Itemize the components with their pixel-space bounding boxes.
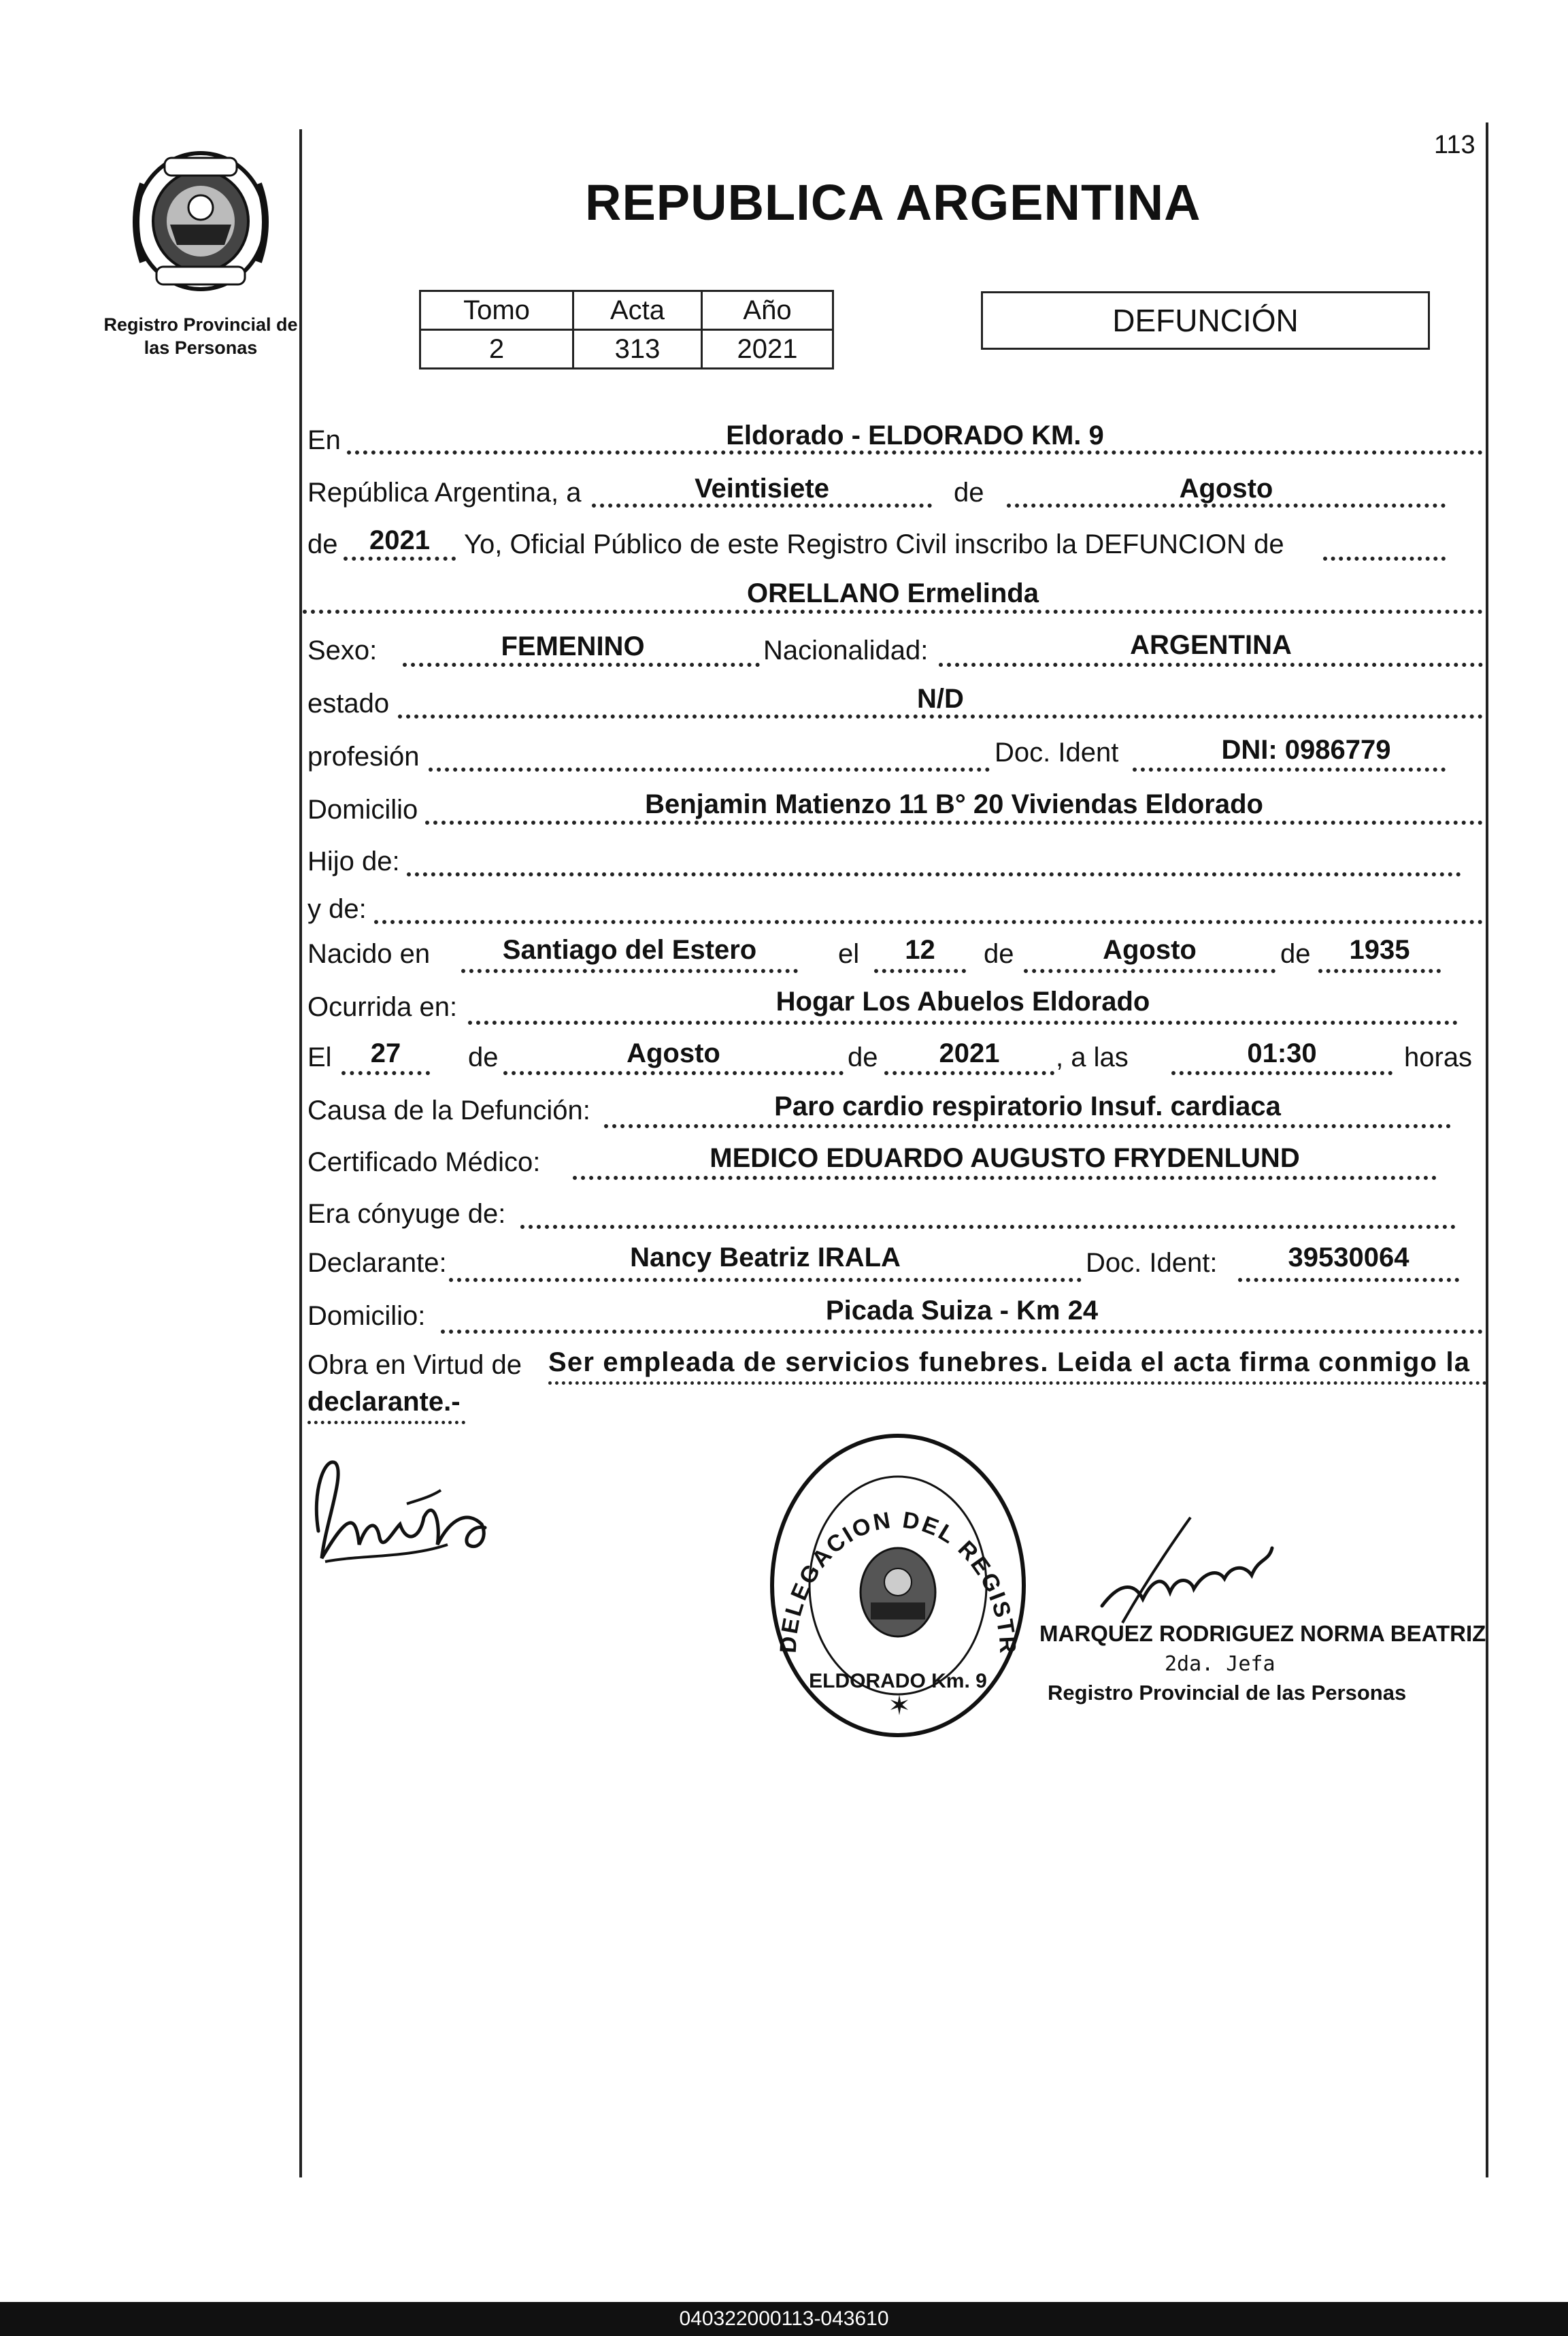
dotted-line <box>1318 969 1441 973</box>
causa-value: Paro cardio respiratorio Insuf. cardiaca <box>774 1091 1281 1121</box>
document-type: DEFUNCIÓN <box>1112 303 1299 338</box>
anio-value: 2021 <box>369 525 430 555</box>
official-role: 2da. Jefa <box>1165 1652 1275 1676</box>
de-label: de <box>1280 939 1311 969</box>
domicilio2-label: Domicilio: <box>307 1301 426 1331</box>
nacido-dia-value: 12 <box>905 935 935 965</box>
dotted-line <box>344 557 456 561</box>
causa-label: Causa de la Defunción: <box>307 1096 590 1125</box>
page-title: REPUBLICA ARGENTINA <box>585 174 1201 231</box>
de-label: de <box>848 1042 878 1072</box>
declarante-label: Declarante: <box>307 1248 447 1278</box>
register-table <box>419 290 834 369</box>
hora-value: 01:30 <box>1247 1038 1317 1068</box>
en-label: En <box>307 425 341 455</box>
yde-label: y de: <box>307 894 367 924</box>
domicilio-label: Domicilio <box>307 795 418 825</box>
horas-label: horas <box>1404 1042 1473 1072</box>
alas-label: , a las <box>1056 1042 1129 1072</box>
dotted-line <box>374 920 1483 924</box>
obra-text-line1: Ser empleada de servicios funebres. Leida el acta firma conmigo la <box>548 1347 1471 1377</box>
fallec-anio-value: 2021 <box>939 1038 1000 1068</box>
official-org: Registro Provincial de las Personas <box>1048 1681 1407 1705</box>
dotted-line <box>604 1124 1451 1128</box>
nacionalidad-value: ARGENTINA <box>1130 630 1292 660</box>
official-signature <box>1075 1511 1306 1626</box>
dia-value: Veintisiete <box>695 474 829 504</box>
dotted-line <box>874 969 966 973</box>
dotted-line <box>461 969 798 973</box>
dotted-line <box>884 1071 1054 1075</box>
domicilio2-value: Picada Suiza - Km 24 <box>825 1296 1099 1326</box>
ocurrida-value: Hogar Los Abuelos Eldorado <box>775 987 1150 1017</box>
footer-code: 040322000113-043610 <box>0 2302 1568 2336</box>
org-name <box>75 313 327 359</box>
dotted-line <box>1024 969 1275 973</box>
dotted-line <box>441 1330 1483 1334</box>
de-label: de <box>307 529 338 559</box>
table-header-tomo: Tomo <box>420 291 573 330</box>
republica-label: República Argentina, a <box>307 478 582 508</box>
certificado-label: Certificado Médico: <box>307 1147 541 1177</box>
obra-label: Obra en Virtud de <box>307 1350 522 1380</box>
page-number: 113 <box>1434 131 1475 159</box>
certificado-value: MEDICO EDUARDO AUGUSTO FRYDENLUND <box>710 1143 1300 1173</box>
registry-stamp <box>748 1429 1048 1742</box>
dotted-line <box>1323 557 1446 561</box>
dotted-line <box>407 872 1461 876</box>
star-icon: ✶ <box>888 1691 911 1721</box>
dotted-line <box>307 1421 465 1424</box>
oficial-text: Yo, Oficial Público de este Registro Civil inscribo la DEFUNCION de <box>464 529 1284 559</box>
province-seal-logo <box>116 143 286 299</box>
table-header-anio: Año <box>702 291 833 330</box>
nacionalidad-label: Nacionalidad: <box>763 636 929 665</box>
table-header-acta: Acta <box>573 291 702 330</box>
dotted-line <box>398 714 1483 719</box>
dotted-line <box>429 768 990 772</box>
dotted-line <box>1133 768 1446 772</box>
table-value-tomo: 2 <box>420 330 573 369</box>
org-name-line2: las Personas <box>144 338 258 358</box>
dotted-line <box>939 663 1483 667</box>
dotted-line <box>573 1176 1437 1180</box>
official-name: MARQUEZ RODRIGUEZ NORMA BEATRIZ <box>1039 1621 1486 1646</box>
estado-label: estado <box>307 689 390 719</box>
dotted-line <box>503 1071 844 1075</box>
fallec-mes-value: Agosto <box>627 1038 720 1068</box>
obra-text-line2: declarante.- <box>307 1387 461 1417</box>
doc-ident-label: Doc. Ident <box>995 738 1119 768</box>
dotted-line <box>403 663 760 667</box>
profesion-label: profesión <box>307 742 420 772</box>
fallec-dia-value: 27 <box>370 1038 401 1068</box>
conyuge-label: Era cónyuge de: <box>307 1199 506 1229</box>
estado-value: N/D <box>917 684 964 714</box>
dotted-line <box>1171 1071 1392 1075</box>
declarante-signature <box>305 1443 509 1592</box>
doc-ident2-label: Doc. Ident: <box>1086 1248 1218 1278</box>
el-label: El <box>307 1042 332 1072</box>
domicilio-value: Benjamin Matienzo 11 B° 20 Viviendas Eldorado <box>645 789 1263 819</box>
document-type-box <box>981 291 1430 350</box>
dotted-line <box>303 610 1483 614</box>
dotted-line <box>425 821 1483 825</box>
org-name-line1: Registro Provincial de <box>103 314 298 335</box>
nombre-value: ORELLANO Ermelinda <box>747 578 1039 608</box>
de-label: de <box>984 939 1014 969</box>
lugar-value: Eldorado - ELDORADO KM. 9 <box>726 421 1104 450</box>
dotted-line <box>520 1225 1456 1229</box>
left-margin-line <box>299 129 302 2177</box>
dotted-line <box>468 1021 1458 1025</box>
dotted-line <box>449 1278 1082 1282</box>
declarante-value: Nancy Beatriz IRALA <box>630 1243 901 1272</box>
nacido-label: Nacido en <box>307 939 431 969</box>
nacido-anio-value: 1935 <box>1349 935 1410 965</box>
dotted-line <box>1238 1278 1459 1282</box>
dotted-line <box>341 1071 430 1075</box>
mes-value: Agosto <box>1179 474 1273 504</box>
nacido-mes-value: Agosto <box>1103 935 1197 965</box>
dotted-line <box>548 1381 1487 1385</box>
nacido-lugar-value: Santiago del Estero <box>502 935 757 965</box>
doc-ident-value: DNI: 0986779 <box>1221 735 1391 765</box>
doc-ident2-value: 39530064 <box>1288 1243 1409 1272</box>
stamp-ring-text: DELEGACION DEL REGISTR <box>775 1507 1021 1656</box>
sexo-value: FEMENINO <box>501 631 645 661</box>
table-value-acta: 313 <box>573 330 702 369</box>
de-label: de <box>468 1042 499 1072</box>
hijo-label: Hijo de: <box>307 846 400 876</box>
de-label: de <box>954 478 984 508</box>
right-margin-line <box>1486 122 1488 2177</box>
ocurrida-label: Ocurrida en: <box>307 992 458 1022</box>
sexo-label: Sexo: <box>307 636 378 665</box>
table-value-anio: 2021 <box>702 330 833 369</box>
stamp-inner-text: ELDORADO Km. 9 <box>809 1670 987 1692</box>
el-label: el <box>838 939 860 969</box>
